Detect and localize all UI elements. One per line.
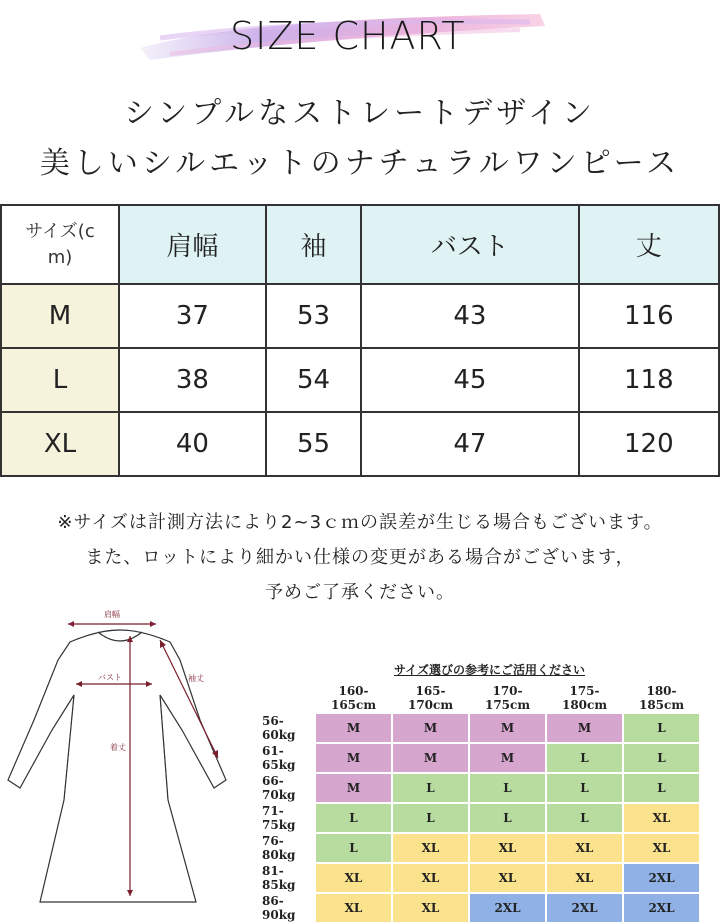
- guide-weight-label: 76-80kg: [262, 834, 314, 862]
- guide-size-cell: XL: [624, 834, 699, 862]
- page-title: SIZE CHART: [230, 14, 466, 58]
- guide-size-cell: L: [470, 804, 545, 832]
- header-length: 丈: [579, 205, 719, 284]
- size-table-header-row: [1, 205, 719, 284]
- guide-height-header: 165-170cm: [407, 684, 454, 712]
- guide-size-cell: L: [547, 744, 622, 772]
- dress-neckline: [98, 632, 142, 641]
- guide-size-cell: M: [547, 714, 622, 742]
- size-row-m: [1, 284, 719, 348]
- size-table: [0, 204, 720, 477]
- guide-size-cell: XL: [316, 894, 391, 922]
- table-cell: 43: [361, 284, 578, 348]
- header-sleeve: 袖: [266, 205, 361, 284]
- corner-label-line-2: m): [47, 246, 73, 268]
- guide-corner: [262, 684, 314, 712]
- table-cell: 37: [119, 284, 266, 348]
- size-row-l: [1, 348, 719, 412]
- guide-height-header: 160-165cm: [330, 684, 377, 712]
- row-size-label: M: [1, 284, 119, 348]
- shoulder-label: 肩幅: [104, 610, 120, 619]
- guide-size-cell: XL: [470, 864, 545, 892]
- guide-size-cell: XL: [393, 894, 468, 922]
- guide-size-cell: L: [316, 804, 391, 832]
- guide-size-cell: M: [316, 714, 391, 742]
- guide-row: [262, 774, 699, 802]
- guide-size-cell: M: [470, 744, 545, 772]
- note-line-1: ※サイズは計測方法により2~3ｃｍの誤差が生じる場合もございます。: [57, 512, 663, 533]
- table-cell: 38: [119, 348, 266, 412]
- guide-size-cell: XL: [547, 834, 622, 862]
- guide-weight-label: 66-70kg: [262, 774, 314, 802]
- length-label: 着丈: [110, 743, 126, 752]
- bust-label: バスト: [98, 673, 122, 682]
- table-cell: 47: [361, 412, 578, 476]
- guide-row: [262, 894, 699, 922]
- guide-weight-label: 71-75kg: [262, 804, 314, 832]
- guide-size-cell: L: [624, 714, 699, 742]
- guide-size-cell: L: [316, 834, 391, 862]
- guide-size-cell: L: [470, 774, 545, 802]
- guide-size-cell: 2XL: [547, 894, 622, 922]
- header-bust: バスト: [361, 205, 578, 284]
- table-cell: 116: [579, 284, 719, 348]
- guide-size-cell: XL: [393, 834, 468, 862]
- dress-outline: [8, 630, 226, 902]
- header-shoulder: 肩幅: [119, 205, 266, 284]
- guide-size-cell: 2XL: [624, 864, 699, 892]
- guide-height-header: 170-175cm: [484, 684, 531, 712]
- guide-size-cell: L: [393, 804, 468, 832]
- row-size-label: L: [1, 348, 119, 412]
- sleeve-label: 袖丈: [188, 674, 204, 683]
- guide-size-cell: 2XL: [470, 894, 545, 922]
- guide-weight-label: 56-60kg: [262, 714, 314, 742]
- note-line-2: また、ロットにより細かい仕様の変更がある場合がございます，: [85, 547, 635, 568]
- guide-size-cell: L: [393, 774, 468, 802]
- guide-height-header: 180-185cm: [638, 684, 685, 712]
- guide-size-cell: XL: [624, 804, 699, 832]
- guide-size-cell: M: [316, 774, 391, 802]
- guide-row: [262, 804, 699, 832]
- table-cell: 55: [266, 412, 361, 476]
- guide-size-cell: M: [393, 744, 468, 772]
- row-size-label: XL: [1, 412, 119, 476]
- guide-height-header: 175-180cm: [561, 684, 608, 712]
- guide-weight-label: 81-85kg: [262, 864, 314, 892]
- guide-size-cell: M: [393, 714, 468, 742]
- subtitle-line-1: シンプルなストレートデザイン: [124, 96, 596, 131]
- table-cell: 40: [119, 412, 266, 476]
- title-area: [130, 4, 570, 66]
- subtitle-line-2: 美しいシルエットのナチュラルワンピース: [39, 146, 681, 181]
- dress-measurement-diagram: [0, 600, 240, 904]
- guide-row: [262, 744, 699, 772]
- guide-row: [262, 834, 699, 862]
- size-guide-title: サイズ選びの参考にご活用ください: [394, 663, 586, 677]
- guide-size-cell: L: [547, 804, 622, 832]
- guide-row: [262, 864, 699, 892]
- corner-label-line-1: サイズ(c: [25, 220, 95, 242]
- guide-size-cell: L: [624, 774, 699, 802]
- guide-size-cell: L: [547, 774, 622, 802]
- table-cell: 118: [579, 348, 719, 412]
- table-cell: 54: [266, 348, 361, 412]
- guide-size-cell: L: [624, 744, 699, 772]
- size-table-corner: [1, 205, 119, 284]
- size-row-xl: [1, 412, 719, 476]
- guide-size-cell: XL: [316, 864, 391, 892]
- guide-row: [262, 714, 699, 742]
- note-line-3: 予めご了承ください。: [265, 582, 455, 603]
- guide-size-cell: XL: [547, 864, 622, 892]
- guide-header-row: [262, 684, 699, 712]
- table-cell: 120: [579, 412, 719, 476]
- table-cell: 53: [266, 284, 361, 348]
- guide-size-cell: XL: [470, 834, 545, 862]
- size-guide-table: [260, 682, 701, 924]
- guide-weight-label: 86-90kg: [262, 894, 314, 922]
- guide-size-cell: XL: [393, 864, 468, 892]
- guide-size-cell: M: [470, 714, 545, 742]
- guide-size-cell: M: [316, 744, 391, 772]
- table-cell: 45: [361, 348, 578, 412]
- guide-size-cell: 2XL: [624, 894, 699, 922]
- guide-weight-label: 61-65kg: [262, 744, 314, 772]
